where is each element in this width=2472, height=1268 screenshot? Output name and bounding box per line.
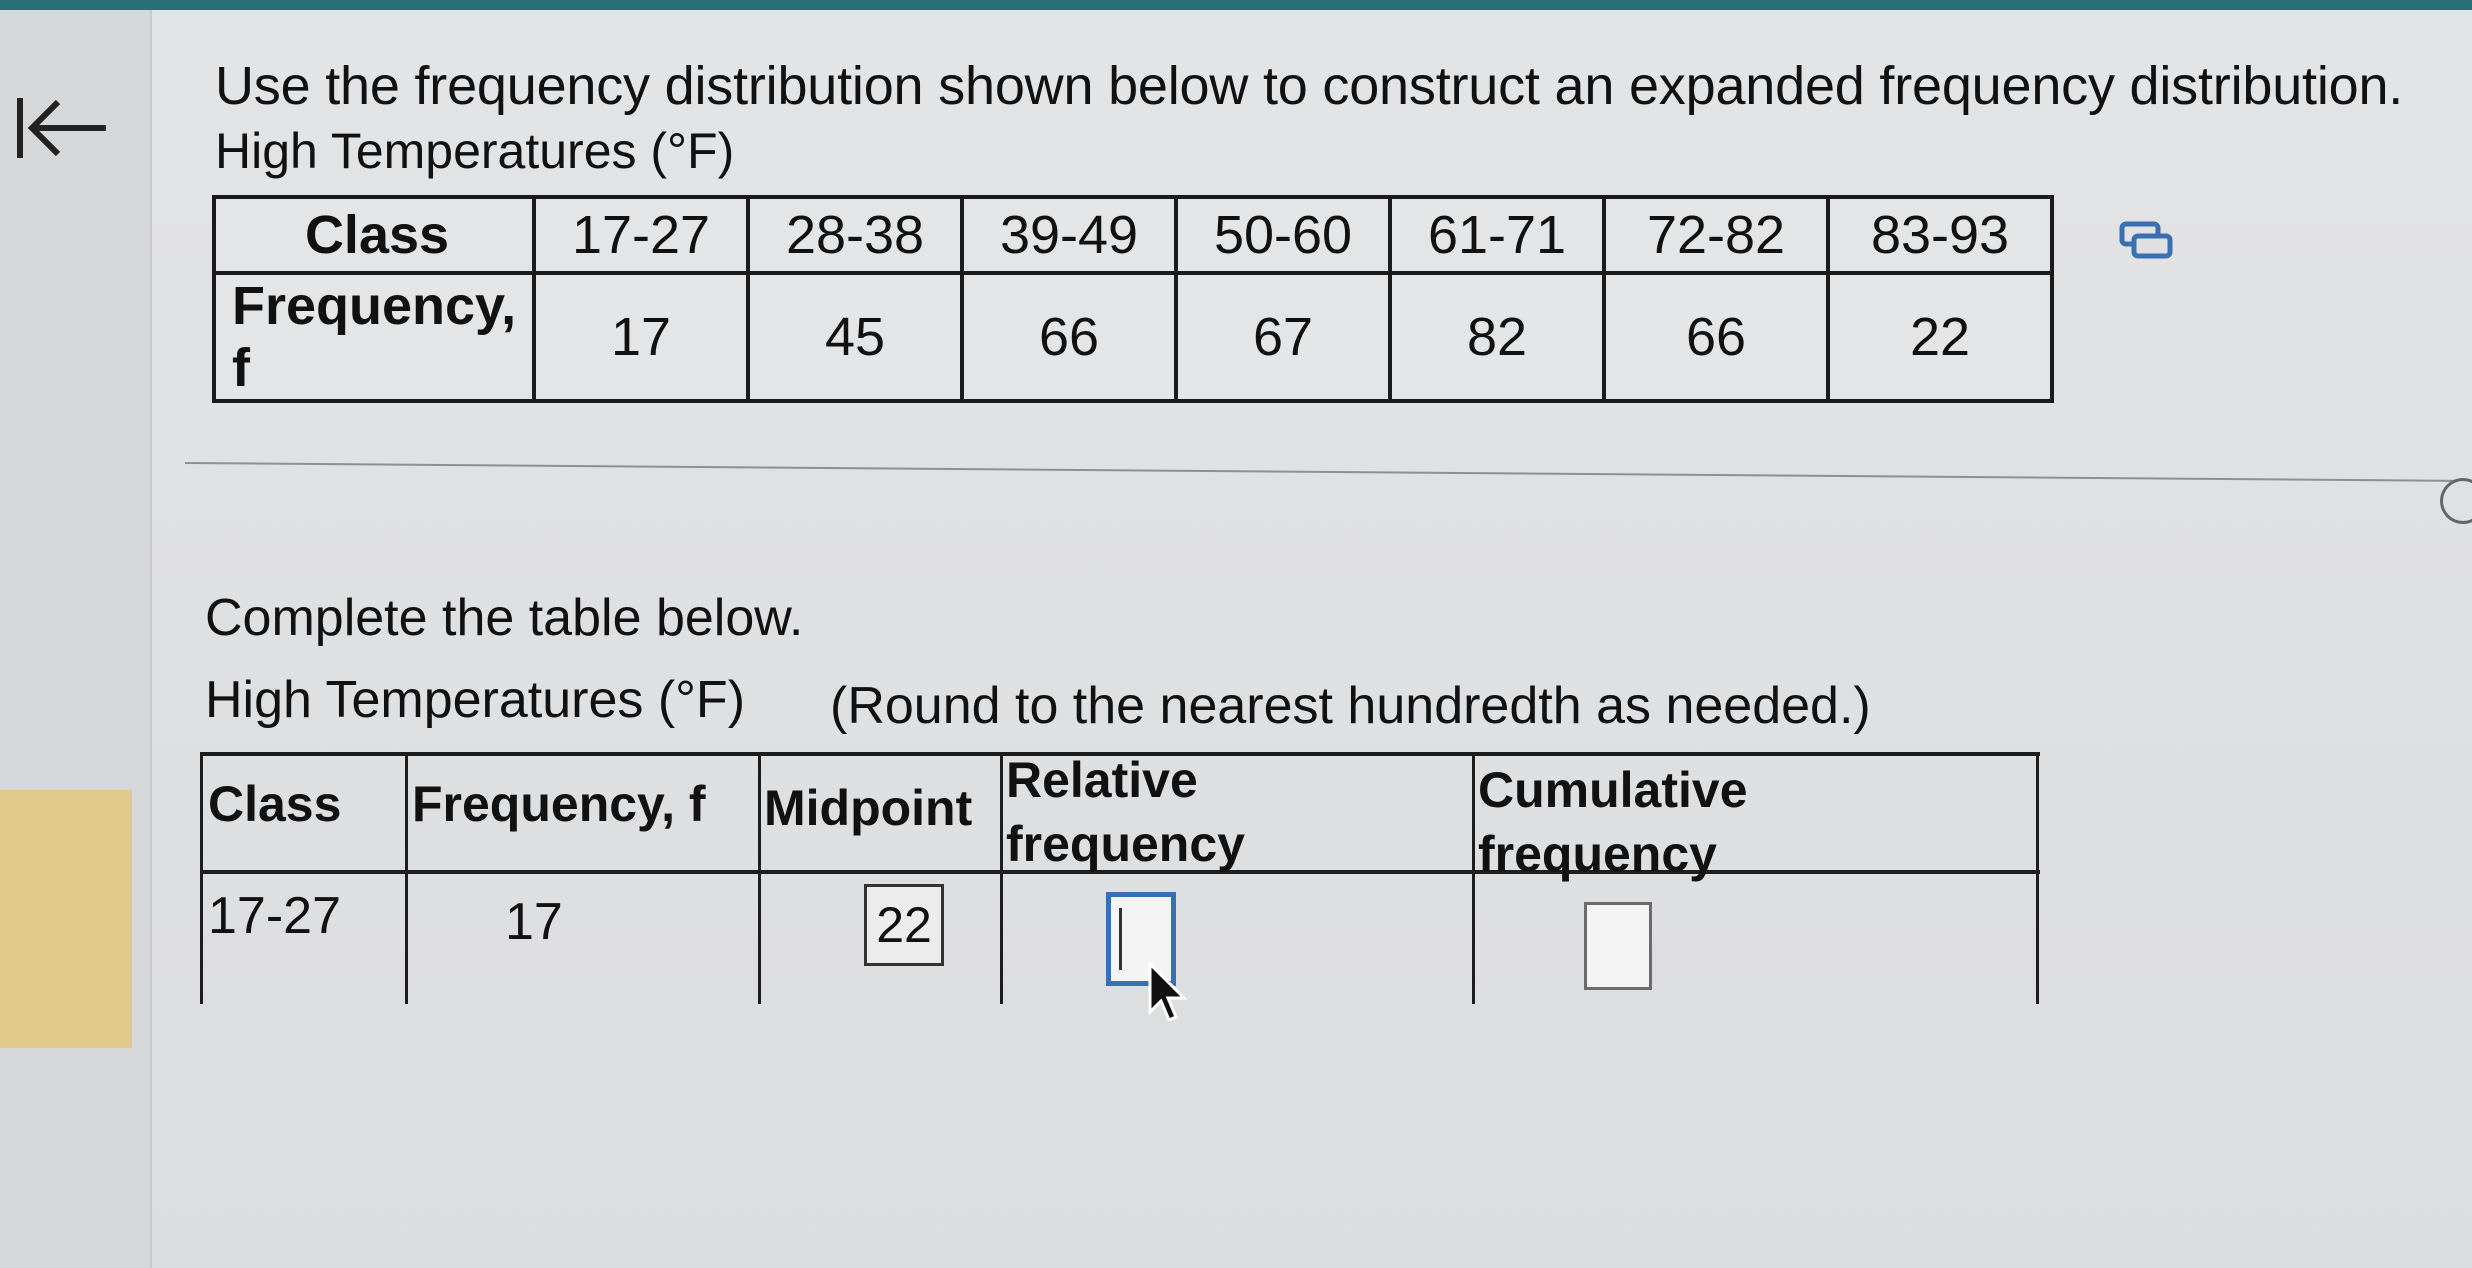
- column-divider: [758, 752, 761, 1004]
- expand-handle-icon[interactable]: [2440, 478, 2472, 524]
- midpoint-column-header: Midpoint: [764, 780, 973, 836]
- column-divider: [2036, 752, 2039, 1004]
- class-cell: 72-82: [1604, 197, 1828, 273]
- expanded-frequency-table: [200, 752, 2040, 1004]
- left-panel: [0, 10, 152, 1268]
- frequency-value: 17: [505, 893, 563, 951]
- midpoint-answer-box[interactable]: 22: [864, 884, 944, 966]
- class-cell: 50-60: [1176, 197, 1390, 273]
- left-arrow-to-bar-icon[interactable]: [14, 92, 110, 164]
- column-divider: [1000, 752, 1003, 1004]
- section-divider: [185, 462, 2455, 482]
- column-divider: [200, 752, 203, 1004]
- frequency-cell: 82: [1390, 273, 1604, 401]
- frequency-cell: 45: [748, 273, 962, 401]
- cumulative-frequency-input[interactable]: [1584, 902, 1652, 990]
- frequency-header: Frequency, f: [214, 273, 534, 401]
- copy-table-icon[interactable]: [2118, 220, 2174, 260]
- class-cell: 28-38: [748, 197, 962, 273]
- class-header: Class: [214, 197, 534, 273]
- frequency-cell: 67: [1176, 273, 1390, 401]
- given-table-title: High Temperatures (°F): [215, 123, 735, 179]
- class-cell: 83-93: [1828, 197, 2052, 273]
- mouse-pointer-icon: [1148, 962, 1188, 1029]
- class-value: 17-27: [208, 887, 341, 945]
- left-highlight-strip: [0, 790, 132, 1048]
- frequency-cell: 66: [1604, 273, 1828, 401]
- frequency-cell: 22: [1828, 273, 2052, 401]
- top-bar: [0, 0, 2472, 10]
- column-divider: [405, 752, 408, 1004]
- answer-table-title: High Temperatures (°F): [205, 671, 746, 729]
- text-caret: [1119, 908, 1122, 970]
- relative-frequency-column-header: Relative frequency: [1006, 752, 1245, 872]
- frequency-column-header: Frequency, f: [412, 776, 706, 832]
- given-frequency-table: [212, 195, 2054, 403]
- frequency-cell: 66: [962, 273, 1176, 401]
- frequency-row: [214, 273, 2052, 401]
- class-cell: 61-71: [1390, 197, 1604, 273]
- class-cell: 17-27: [534, 197, 748, 273]
- column-divider: [1472, 752, 1475, 1004]
- frequency-cell: 17: [534, 273, 748, 401]
- instruction-text: Complete the table below.: [205, 589, 804, 647]
- class-cell: 39-49: [962, 197, 1176, 273]
- class-row: [214, 197, 2052, 273]
- class-column-header: Class: [208, 776, 342, 832]
- cumulative-frequency-column-header: Cumulative frequency: [1478, 762, 1748, 882]
- rounding-note: (Round to the nearest hundredth as needed.): [830, 677, 1871, 735]
- question-prompt: Use the frequency distribution shown below to construct an expanded frequency distribution.: [215, 56, 2404, 116]
